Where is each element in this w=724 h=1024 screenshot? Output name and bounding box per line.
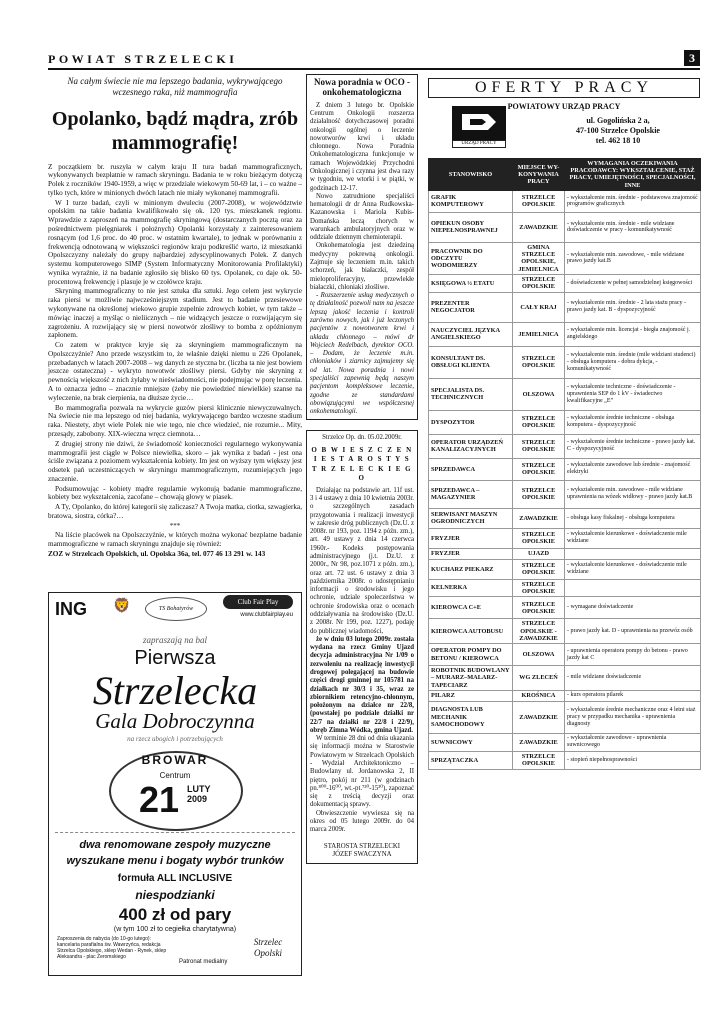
article-mammography [48,74,302,559]
ad-line-charity: (w tym 100 zł to cegiełka charytatywna) [113,926,237,933]
table-row [429,346,701,378]
article-closing-bold: ZOZ w Strzelcach Opolskich, ul. Opolska 36a, tel. 077 46 13 291 w. 143 [48,549,266,558]
offer-req: - wykształcenie średnie techniczne - prawo jazdy kat. C - dyspozycyjność [565,434,701,458]
offer-req: - wykształcenie min. średnie - 2 lata stażu pracy - prawo jazdy kat. B - dyspozycyjność [565,292,701,322]
offer-place: STRZELCE OPOLSKIE [513,480,565,508]
offer-req: - stopień niepełnosprawności [565,751,701,769]
offer-req: - mile widziane doświadczenie [565,666,701,691]
signature-name: JÓZEF SWACZYNA [332,851,392,859]
article-headline: Opolanko, bądź mądra, zrób mammografię! [51,107,299,154]
table-row [429,579,701,596]
table-row [429,508,701,528]
section-stars: *** [169,521,181,530]
announcement-date: Strzelce Op. dn. 05.02.2009r. [322,434,402,442]
offer-req: - doświadczenie w pełnej samodzielnej księgowości [565,274,701,292]
oco-title: Nowa poradnia w OCO - onkohematologiczna [313,77,410,98]
offers-title: OFERTY PRACY [428,78,700,98]
ad-patron: Patronat medialny [179,959,228,965]
address-street: ul. Gogolińska 2 a, [586,116,650,125]
header-requirements: WYMAGANIA OCZEKIWANIA PRACODAWCY: WYKSZTAŁCENIE, STAŻ PRACY, UMIEJĘTNOŚCI, SPECJALNOŚCI, INNE [565,159,701,191]
table-row [429,480,701,508]
offer-place: STRZELCE OPOLSKIE [513,434,565,458]
ad-line-price: 400 zł od pary [118,905,232,924]
ad-subtitle: na rzecz ubogich i potrzebujących [127,735,223,743]
offer-place: GMINA STRZELCE OPOLSKIE, JEMIELNICA [513,242,565,274]
offer-job: NAUCZYCIEL JĘZYKA ANGIELSKIEGO [429,322,513,346]
offer-place: OLSZOWA [513,644,565,666]
table-row [429,410,701,434]
offer-req: - wymagane doświadczenie [565,597,701,619]
offer-place: ZAWADZKIE [513,733,565,751]
offer-place: ZAWADZKIE [513,701,565,733]
article-paragraph: A Ty, Opolanko, do której kategorii się zaliczasz? A Twoja matka, ciotka, szwagierka, bratowa, siostra, córka?… [48,503,302,520]
job-offers [428,74,700,768]
offer-place: STRZELCE OPOLSKIE [513,528,565,548]
ad-line-surprises: niespodzianki [135,888,215,902]
oco-box [306,74,418,420]
table-row [429,292,701,322]
header-job: STANOWISKO [429,159,513,191]
job-office-logo [452,106,506,146]
article-paragraph: Skryning mammograficzny to nie jest sztuka dla sztuki. Jego celem jest wykrycie raka piersi w możliwie najwcześniejszym stadium. Jest to badanie przesiewowe wykonywane na określonej wiekowo grupie zupełnie zdrowych kobiet, w tym także – mówiąc inaczej a myśląc o nieliicznych – nie widzących jeszcze o rozwijającym się zagrożeniu. A rozwijający się w piersi nowotwór złośliwy to bomba z opóźnionym zapłonem. [48,287,302,340]
table-row [429,751,701,769]
masthead [48,50,700,66]
table-row [429,666,701,691]
offer-job: OPERATOR POMPY DO BETONU / KIEROWCA [429,644,513,666]
job-office-logo-icon [452,106,506,140]
announcement-decision: że w dniu 03 lutego 2009r. została wydana na rzecz Gminy Ujazd decyzja administracyjna Nr 1/09 o zezwoleniu na realizację inwestycji drogowej polegającej na budowie części drogi gminnej nr 105781 na działkach nr 30/3 i 35, wraz ze zbiornikiem retencyjno-chłonnym, położonym na działce nr 22/8, (powstałej po podziale działki nr 22/7 na działki nr 22/8 i 22/9), obręb Zimna Wódka, gmina Ujazd. [310,635,414,734]
offer-job: PREZENTER NEGOCJATOR [429,292,513,322]
offers-address [536,116,700,146]
offer-req: - wykształcenie zawodowe - uprawnienia suwnicowego [565,733,701,751]
ad-gala: Gala Dobroczynna [95,709,255,733]
offer-place: STRZELCE OPOLSKIE [513,410,565,434]
offer-place: STRZELCE OPOLSKIE [513,190,565,212]
offer-job: SPECJALISTA DS. TECHNICZNYCH [429,378,513,410]
offer-job: KSIĘGOWA ½ ETATU [429,274,513,292]
offer-job: KONSULTANT DS. OBSŁUGI KLIENTA [429,346,513,378]
offer-req: - wykształcenie min. średnie - mile widziane doświadczenie w pracy - komunikatywność [565,212,701,242]
event-year: 2009 [187,793,208,804]
table-row [429,528,701,548]
job-office-logo-caption: URZĄD PRACY [452,140,506,148]
ad-first: Pierwsza [134,647,216,669]
oco-paragraph: Z dniem 3 lutego br. Opolskie Centrum Onkologii rozszerza działalność dotychczasowej poradni onkologii ogólnej o leczenie nowotworów krwi i układu chłonnego. Nowa Poradnia Onkohematologiczna funkcjonuje w ramach Wojewódzkiej Przychodni Onkologicznej i czynna jest dwa razy w tygodniu, we wtorki i w piątki, w godzinach 12-17. [310,101,414,192]
table-row [429,242,701,274]
article-paragraph: Podsumowując - kobiety mądre regularnie wykonują badanie mammograficzne, kobiety bez wykształcenia, zacofane – chowają głowy w piasek. [48,484,302,502]
offer-place: STRZELCE OPOLSKIE [513,597,565,619]
offer-req: - wykształcenie techniczne - doświadczenie - uprawnienia SEP do 1 kV - świadectwo kwalifikacyjne „E” [565,378,701,410]
header-place: MIEJSCE WY-KONYWANIA PRACY [513,159,565,191]
table-row [429,559,701,579]
offer-place: OLSZOWA [513,378,565,410]
table-row [429,548,701,559]
announcement-box [306,430,418,864]
offer-job: PILARZ [429,690,513,701]
offer-job: DIAGNOSTA LUB MECHANIK SAMOCHODOWY [429,701,513,733]
table-row [429,378,701,410]
offer-place: UJAZD [513,548,565,559]
offer-req: - wykształcenie min. zawodowe, - mile widziane prawo jazdy kat.B [565,242,701,274]
event-month-name: LUTY [187,784,211,794]
lion-icon: 🦁 [113,599,131,614]
offer-req [565,548,701,559]
table-row [429,212,701,242]
table-row [429,619,701,644]
offer-job: OPIEKUN OSOBY NIEPEŁNOSPRAWNEJ [429,212,513,242]
article-lead: Na całym świecie nie ma lepszego badania, wykrywającego wczesnego raka, niż mammografia [67,76,283,98]
announcement-signature [310,843,414,861]
offer-job: GRAFIK KOMPUTEROWY [429,190,513,212]
table-row [429,644,701,666]
offer-job: SERWISANT MASZYN OGRODNICZYCH [429,508,513,528]
offer-req: - uprawnienia operatora pompy do betonu - prawo jazdy kat C [565,644,701,666]
offer-req: - wykształcenie min. zawodowe - mile widziane uprawnienia na wózek widłowy - prawo jazdy kat.B [565,480,701,508]
article-paragraph: Bo mammografia pozwala na wykrycie guzów piersi klinicznie niewyczuwalnych. Na świecie nie ma lepszego od niej badania, wykrywającego bardzo wczesne stadium raka. Niestety, zbyt wiele Polek nie wie tego, nie chce wiedzieć, nie rozumie... Mity, przesądy, zabobony. XIX-wieczna wręcz ciemnota… [48,403,302,438]
browar-logo: BROWAR [141,753,209,767]
offer-req: - wykształcenie średnie mechaniczne oraz 4 letni staż pracy w przypadku mechanika - uprawnienia diagnosty [565,701,701,733]
offer-job: KIEROWCA AUTOBUSU [429,619,513,644]
offers-table [428,158,701,770]
offer-place: STRZELCE OPOLSKIE [513,751,565,769]
table-row [429,733,701,751]
club-website: www.clubfairplay.eu [240,612,293,618]
offer-req: - kurs operatora pilarek [565,690,701,701]
offer-place: STRZELCE OPOLSKIE [513,559,565,579]
ad-divider [55,832,295,833]
ad-line-menu: wyszukane menu i bogaty wybór trunków [66,855,284,867]
event-day: 21 [139,779,180,820]
offer-req: - obsługa kasy fiskalnej - obsługa komputera [565,508,701,528]
article-paragraph: Z początkiem br. ruszyła w całym kraju II tura badań mammograficznych, wykonywanych bezpłatnie w ramach skryningu. Badania te w roku bieżącym dotyczą Polek z roczników 1940-1959, a więc w przedziale wiekowym 50-69 lat, i – co ważne – tylko tych, które w minionych dwóch latach nie miały wykonanej mammografii. [48,162,302,197]
masthead-rule [48,68,700,70]
offer-job: DYSPOZYTOR [429,410,513,434]
offer-req: - wykształcenie zawodowe lub średnie - znajomość elektryki [565,458,701,480]
offer-place: STRZELCE OPOLSKIE -ZAWADZKIE [513,619,565,644]
announcement-paragraph: Działając na podstawie art. 11f ust. 3 i 4 ustawy z dnia 10 kwietnia 2003r. o szczególnych zasadach przygotowania i realizacji inwestycji w zakresie dróg publicznych (Dz.U. z 2008r. nr 193, poz. 1194 z późn. zm.), art. 49 ustawy z dnia 14 czerwca 1960r.- Kodeks postępowania administracyjnego (j.t. Dz.U. z 2000r., Nr 98, poz.1071 z późn. zm.), oraz art. 72 ust. 6 ustawy z dnia 3 października 2008r. o udostępnianiu informacji o środowisku i jego ochronie, udziale społeczeństwa w ochronie środowiska oraz o ocenach oddziaływania na środowisko (Dz.U. z 2008r. Nr 199, poz. 1227), podaję do publicznej wiadomości, [310,486,414,635]
offer-place: KROŚNICA [513,690,565,701]
ad-line-bands: dwa renomowane zespoły muzyczne [79,839,271,851]
offer-place: STRZELCE OPOLSKIE [513,346,565,378]
club-logo: Club Fair Play [223,595,293,609]
offer-job: SUWNICOWY [429,733,513,751]
article-closing: Na liście placówek na Opolszczyźnie, w których można wykonać bezpłatne badanie mammograficzne w ramach skryningu znajduje się również: [48,531,302,548]
table-row [429,690,701,701]
ad-strzelecka: Strzelecka [92,668,258,713]
offer-req: - wykształcenie min. licencjat - biegła znajomość j. angielskiego [565,322,701,346]
offer-job: KUCHARZ PIEKARZ [429,559,513,579]
offer-job: SPRZEDAWCA [429,458,513,480]
article-body [48,163,302,559]
ad-line-inclusive: formuła ALL INCLUSIVE [117,873,233,884]
offer-req: - wykształcenie min. średnie (mile widziani studenci) - obsługa komputera - dobra dykcja, - komunikatywność [565,346,701,378]
offer-req: - wykształcenie kierunkowe - doświadczenie mile widziane [565,528,701,548]
ing-logo: ING [55,599,88,619]
offer-req [565,579,701,596]
offer-req: - wykształcenie min. średnie - podstawowa znajomość programów graficznych [565,190,701,212]
offer-place: ZAWADZKIE [513,508,565,528]
article-paragraph: W I turze badań, czyli w minionym dwuleciu (2007-2008), w województwie opolskim na takie badania kwalifikowało się ok. 120 tys. mieszkanek regionu. Wprawdzie z zaproszeń na mammografię skryningową (dostarczanych pocztą oraz za pośrednictwem pielęgniarek i położnych) Opolanki korzystały z zainteresowaniem rosnącym (od 1,6 proc. do 40 proc. w ostatnim kwartale), to jednak w porównaniu z frekwencją odnotowaną w większości regionów kraju podkreślić warto, iż mieszkanki Opolszczyzny należały do grupy najbardziej zdyscyplinowanych Polek. Z danych systemu komputerowego SIMP (System Informatyczny Monitorowania Profilaktyki) wynika wyraźnie, iż na badanie zgłosiło się blisko 60 tys. Opolanek, co daje ok. 50-procentową frekwencję i plasuje je w czołówce kraju. [48,198,302,286]
gala-advertisement [48,592,302,976]
sponsor-logo: TS Bohatyrów [145,597,207,621]
table-row [429,322,701,346]
event-month [187,785,211,805]
offer-place: CAŁY KRAJ [513,292,565,322]
offer-place: STRZELCE OPOLSKIE [513,458,565,480]
offer-job: FRYZJER [429,548,513,559]
offer-place: STRZELCE OPOLSKIE [513,579,565,596]
offer-job: OPERATOR URZĄDZEŃ KANALIZACYJNYCH [429,434,513,458]
offer-req: - prawo jazdy kat. D - uprawnienia na przewóz osób [565,619,701,644]
offer-job: FRYZJER [429,528,513,548]
offer-place: STRZELCE OPOLSKIE [513,274,565,292]
table-row [429,274,701,292]
offer-job: KELNERKA [429,579,513,596]
centrum-label: Centrum [159,771,191,780]
ad-ticket-info: Zaproszenia do nabycia (do 10-go lutego): kancelaria parafialna św. Wawrzyńca, redakcja Strzelca Opolskiego, sklep Wedan - Rynek, sklep Aleksandra - plac Żeromskiego [57,936,167,960]
page-number: 3 [684,50,700,66]
oco-paragraph: Nowo zatrudnione specjaliści hematologii dr dr Anna Rudkowska-Kazanowska i Mariola Kubis-Domańska leczą chorych w warunkach ambulatoryjnych oraz w oddziale dziennym chemioterapii. [310,192,414,242]
offer-job: PRACOWNIK DO ODCZYTU WODOMIERZY [429,242,513,274]
announcement-paragraph: Obwieszczenie wywiesza się na okres od 05 lutego 2009r. do 04 marca 2009r. [310,809,414,834]
middle-column [306,74,418,864]
offer-job: SPRZĄTACZKA [429,751,513,769]
table-row [429,190,701,212]
offer-place: JEMIELNICA [513,322,565,346]
table-row [429,701,701,733]
offer-job: SPRZEDAWCA – MAGAZYNIER [429,480,513,508]
table-row [429,458,701,480]
offer-place: ZAWADZKIE [513,212,565,242]
announcement-title: O B W I E S Z C Z E N I E S T A R O S T Y S T R Z E L E C K I E G O [311,446,413,482]
table-row [429,597,701,619]
article-paragraph: Z drugiej strony nie dziwi, że świadomość konieczności regularnego wykonywania mammografii jest ciągle w Polsce niewielka, skoro – jak wynika z badań - jest ona ściśle związana z poziomem wykształcenia kobiety. Im jest on wyższy tym większy jest odsetek pań uczestniczących w skryningu mammograficznym, rozumiejących jego znaczenie. [48,439,302,483]
masthead-title: POWIAT STRZELECKI [48,52,238,66]
strzelec-logo: Strzelec Opolski [253,937,283,958]
address-city: 47-100 Strzelce Opolskie [576,126,660,135]
offers-table-header [429,159,701,191]
offer-req: - wykształcenie kierunkowe - doświadczenie mile widziane [565,559,701,579]
ad-invite: zapraszają na bal [142,635,207,645]
signature-role: STAROSTA STRZELECKI [323,842,401,850]
offer-req: - wykształcenie średnie techniczne - obsługa komputera - dyspozycyjność [565,410,701,434]
announcement-paragraph: W terminie 28 dni od dnia ukazania się informacji można w Starostwie Powiatowym w Strzelcach Opolskich - Wydział Architektoniczno – Budowlany ul. Jordanowska 2, II piętro, pokój nr 211 (w godzinach pn.⁸⁰⁰-16⁰⁰, wt.-pt.⁷³⁰-15³⁰), zapoznać się z treścią decyzji oraz dokumentacją sprawy. [310,735,414,809]
table-row [429,434,701,458]
offers-office: POWIATOWY URZĄD PRACY [507,102,621,111]
offer-job: ROBOTNIK BUDOWLANY – MURARZ–MALARZ-TAPECIARZ [429,666,513,691]
offer-job: KIEROWCA C+E [429,597,513,619]
offer-place: WG ZLECEŃ [513,666,565,691]
address-phone: tel. 462 18 10 [595,136,641,145]
article-paragraph: Co zatem w praktyce kryje się za skryningiem mammograficznym na Opolszczyźnie? Ano przede wszystkim to, że właśnie dzięki niemu u 226 Opolanek, przebadanych w latach 2007-2008 – wg danych ze styczna br. (liczba ta nie jest bowiem jeszcze ostateczna) - wykryto nowotwór złośliwy piersi. Gdyby nie skryning z pewnością większość z nich żyłaby w nieświadomości, nie podejmując w porę leczenia. A to oznacza jedno – znacznie mniejsze (żeby nie powiedzieć niewielkie) szanse na wyleczenie, na brak cierpienia, na dłuższe życie… [48,341,302,402]
oco-quote: - Rozszerzenie usług medycznych o tę działalność pozwoli nam na jeszcze lepszą jakość leczenia i kontroli zarówno nowych, jak i już leczonych pacjentów z nowotworem krwi i układu chłonnego – mówi dr Wojciech Redelbach, dyrektor OCO. – Dodam, że leczenie m.in. chłoniaków i ziarnicy zajmujemy się od lat. Nowa poradnia i nowi specjaliści zapewnią będą naszym pacjentom kompleksowe leczenie, zgodne ze standardami obowiązującymi we współczesnej onkohematologii. [310,292,414,416]
oco-paragraph: Onkohematologia jest dziedziną medycyny pokrewną onkologii. Zajmuje się leczeniem m.in. takich schorzeń, jak białaczki, zespół mieloproliferacyjny, przewlekłe białaczki, chłoniaki złośliwe. [310,242,414,291]
